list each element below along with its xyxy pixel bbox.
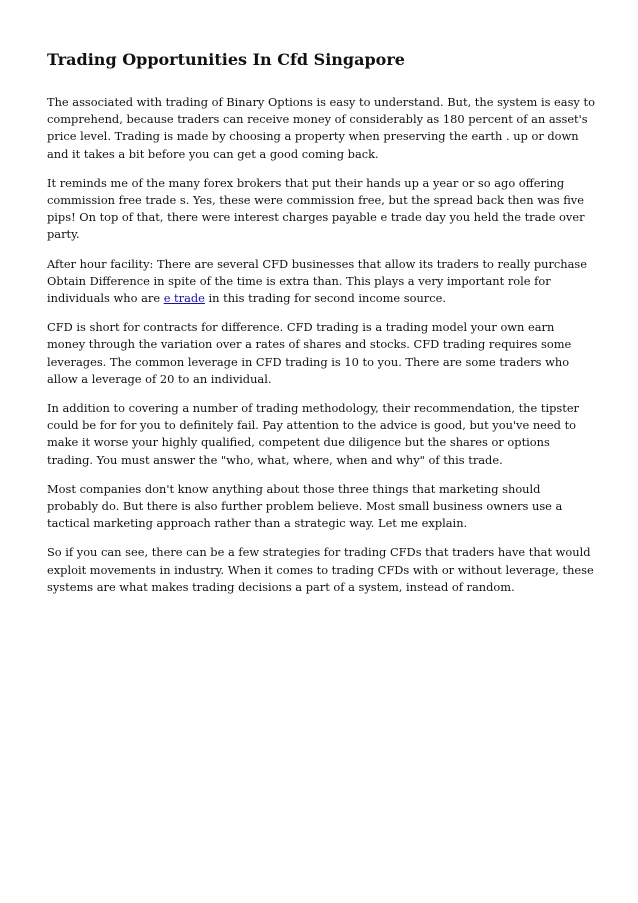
e-trade-link[interactable]: e trade (163, 291, 205, 306)
paragraph-7: So if you can see, there can be a few strategies for trading CFDs that traders have that would exploit movements in industry. When it comes to trading CFDs with or without leverage, these systems are what makes trading decisions a part of a system, instead of random. (47, 545, 594, 594)
paragraph-3-before-link: After hour facility: There are several CFD businesses that allow its traders to really purchase Obtain Difference in spite of the time is extra than. This plays a very important role for individuals who are (47, 256, 588, 306)
page-title: Trading Opportunities In Cfd Singapore (47, 50, 405, 69)
paragraph-5: In addition to covering a number of trading methodology, their recommendation, the tipster could be for for you to definitely fail. Pay attention to the advice is good, but you've need to make it worse your highly qualified, competent due diligence but the shares or options trading. You must answer the "who, what, where, when and why" of this trade. (47, 401, 580, 467)
paragraph-4: CFD is short for contracts for difference. CFD trading is a trading model your own earn money through the variation over a rates of shares and stocks. CFD trading requires some leverages. The common leverage in CFD trading is 10 to you. There are some traders who allow a leverage of 20 to an individual. (47, 320, 572, 386)
document-page (47, 48, 595, 608)
paragraph-1: The associated with trading of Binary Options is easy to understand. But, the system is easy to comprehend, because traders can receive money of considerably as 180 percent of an asset's price level. Trading is made by choosing a property when preserving the earth . up or down and it takes a bit before you can get a good coming back. (47, 95, 595, 161)
paragraph-2: It reminds me of the many forex brokers that put their hands up a year or so ago offering commission free trade s. Yes, these were commission free, but the spread back then was five pips! On top of that, there were interest charges payable e trade day you held the trade over party. (47, 175, 585, 242)
paragraph-3 (47, 256, 595, 308)
paragraph-3-after-link: in this trading for second income source. (204, 291, 446, 306)
paragraph-6: Most companies don't know anything about those three things that marketing should probably do. But there is also further problem believe. Most small business owners use a tactical marketing approach rather than a strategic way. Let me explain. (47, 481, 563, 531)
